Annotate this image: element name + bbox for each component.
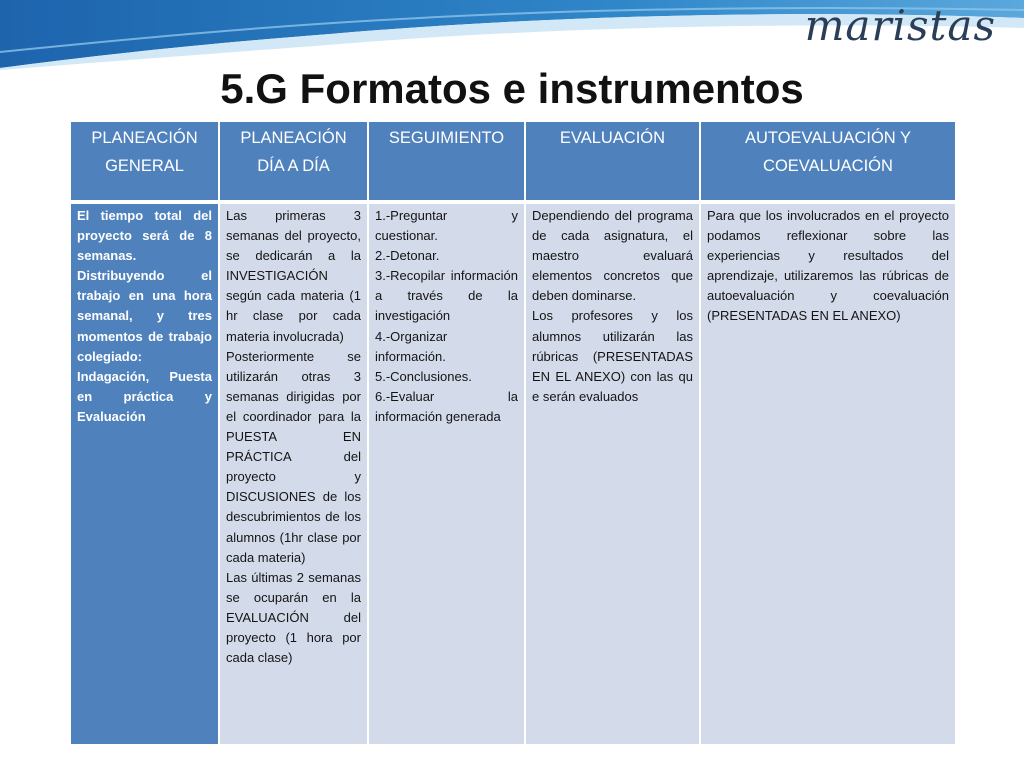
table-header-row (71, 122, 955, 202)
cell-seguimiento (368, 202, 525, 744)
header-evaluacion: EVALUACIÓN (525, 122, 700, 202)
cell-autoevaluacion (700, 202, 955, 744)
header-planeacion-dia-a-dia: PLANEACIÓN DÍA A DÍA (219, 122, 368, 202)
cell-paragraph: 1.-Preguntar y cuestionar. (375, 208, 518, 244)
cell-paragraph: Posteriormente se utilizarán otras 3 semanas dirigidas por el coordinador para la PUESTA EN PRÁCTICA del proyecto y DISCUSIONES de los descubrimientos de los alumnos (1hr clase por cada materia) (226, 348, 361, 565)
maristas-logo: maristas (804, 1, 996, 50)
cell-paragraph: 2.-Detonar. (375, 248, 440, 264)
cell-evaluacion (525, 202, 700, 744)
cell-paragraph: Para que los involucrados en el proyecto podamos reflexionar sobre las experiencias y resultados del aprendizaje, utilizaremos las rúbricas de autoevaluación y coevaluación (PRESENTADAS EN EL ANEXO) (707, 208, 949, 324)
header-planeacion-general: PLANEACIÓN GENERAL (71, 122, 219, 202)
cell-paragraph: 3.-Recopilar información a través de la investigación (375, 268, 518, 324)
cell-paragraph: Las últimas 2 semanas se ocuparán en la EVALUACIÓN del proyecto (1 hora por cada clase) (226, 569, 361, 666)
page-title: 5.G Formatos e instrumentos (220, 65, 804, 112)
cell-paragraph: Distribuyendo el trabajo en una hora semanal, y tres momentos de trabajo colegiado: Indagación, Puesta en práctica y Evaluación (77, 268, 212, 424)
cell-paragraph: 4.-Organizar información. (375, 328, 448, 364)
cell-planeacion-dia-a-dia (219, 202, 368, 744)
header-seguimiento: SEGUIMIENTO (368, 122, 525, 202)
table-row (71, 202, 955, 744)
cell-paragraph: 5.-Conclusiones. (375, 368, 472, 384)
cell-paragraph: Los profesores y los alumnos utilizarán las rúbricas (PRESENTADAS EN EL ANEXO) con las qu e serán evaluados (532, 308, 693, 404)
cell-planeacion-general (71, 202, 219, 744)
cell-paragraph: El tiempo total del proyecto será de 8 semanas. (77, 208, 212, 264)
cell-paragraph: Dependiendo del programa de cada asignatura, el maestro evaluará elementos concretos que deben dominarse. (532, 208, 693, 304)
header-autoevaluacion: AUTOEVALUACIÓN Y COEVALUACIÓN (700, 122, 955, 202)
formats-table (71, 122, 955, 744)
cell-paragraph: Las primeras 3 semanas del proyecto, se dedicarán a la INVESTIGACIÓN según cada materia (1 hr clase por cada materia involucrada) (226, 208, 361, 344)
cell-paragraph: 6.-Evaluar la información generada (375, 388, 518, 424)
